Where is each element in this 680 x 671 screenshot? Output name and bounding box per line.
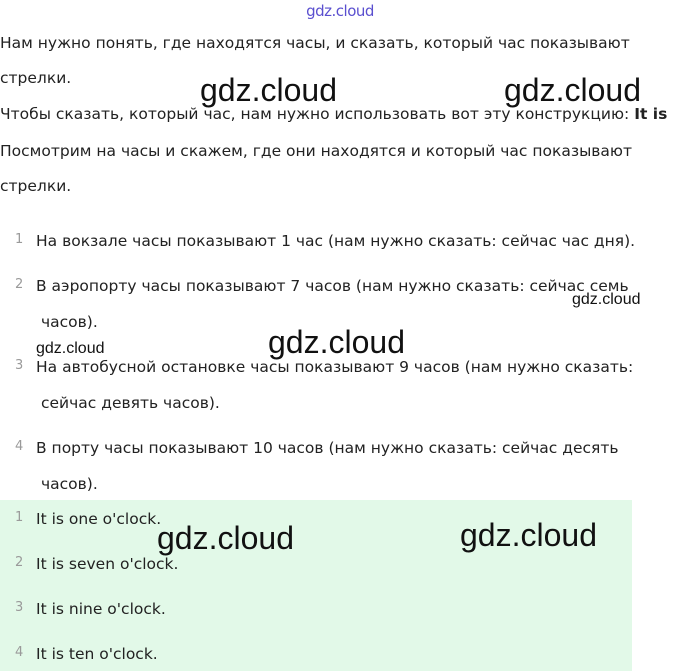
construction-highlight: It is (634, 105, 668, 123)
watermark: gdz.cloud (268, 324, 405, 360)
list-item-text: В порту часы показывают 10 часов (нам нужно сказать: сейчас десять (36, 439, 619, 457)
list-item-number: 2 (15, 277, 24, 292)
answer-text: It is ten o'clock. (36, 645, 158, 663)
list-item-text-cont: сейчас девять часов). (41, 394, 220, 412)
intro-line-5: стрелки. (0, 177, 72, 195)
intro-line-2: стрелки. (0, 69, 72, 87)
answer-number: 1 (15, 510, 24, 525)
list-item-text: На вокзале часы показывают 1 час (нам нужно сказать: сейчас час дня). (36, 232, 636, 250)
answer-text: It is one o'clock. (36, 510, 162, 528)
watermark: gdz.cloud (572, 291, 641, 308)
answer-number: 2 (15, 555, 24, 570)
answer-number: 3 (15, 600, 24, 615)
list-item-number: 1 (15, 232, 24, 247)
watermark: gdz.cloud (36, 340, 105, 357)
watermark: gdz.cloud (460, 517, 597, 553)
answer-text: It is nine o'clock. (36, 600, 166, 618)
list-item-number: 3 (15, 358, 24, 373)
intro-line-3-text: Чтобы сказать, который час, нам нужно использовать вот эту конструкцию: (0, 105, 635, 123)
intro-line-1: Нам нужно понять, где находятся часы, и сказать, который час показывают (0, 34, 630, 52)
list-item-text: В аэропорту часы показывают 7 часов (нам нужно сказать: сейчас семь (36, 277, 629, 295)
list-item-text-cont: часов). (41, 313, 98, 331)
watermark: gdz.cloud (504, 72, 641, 108)
site-header[interactable]: gdz.cloud (306, 2, 374, 20)
watermark: gdz.cloud (157, 520, 294, 556)
watermark: gdz.cloud (200, 72, 337, 108)
list-item-text-cont: часов). (41, 475, 98, 493)
intro-line-4: Посмотрим на часы и скажем, где они находятся и который час показывают (0, 142, 633, 160)
answer-text: It is seven o'clock. (36, 555, 179, 573)
list-item-text: На автобусной остановке часы показывают 9 часов (нам нужно сказать: (36, 358, 634, 376)
list-item-number: 4 (15, 439, 24, 454)
answer-number: 4 (15, 645, 24, 660)
